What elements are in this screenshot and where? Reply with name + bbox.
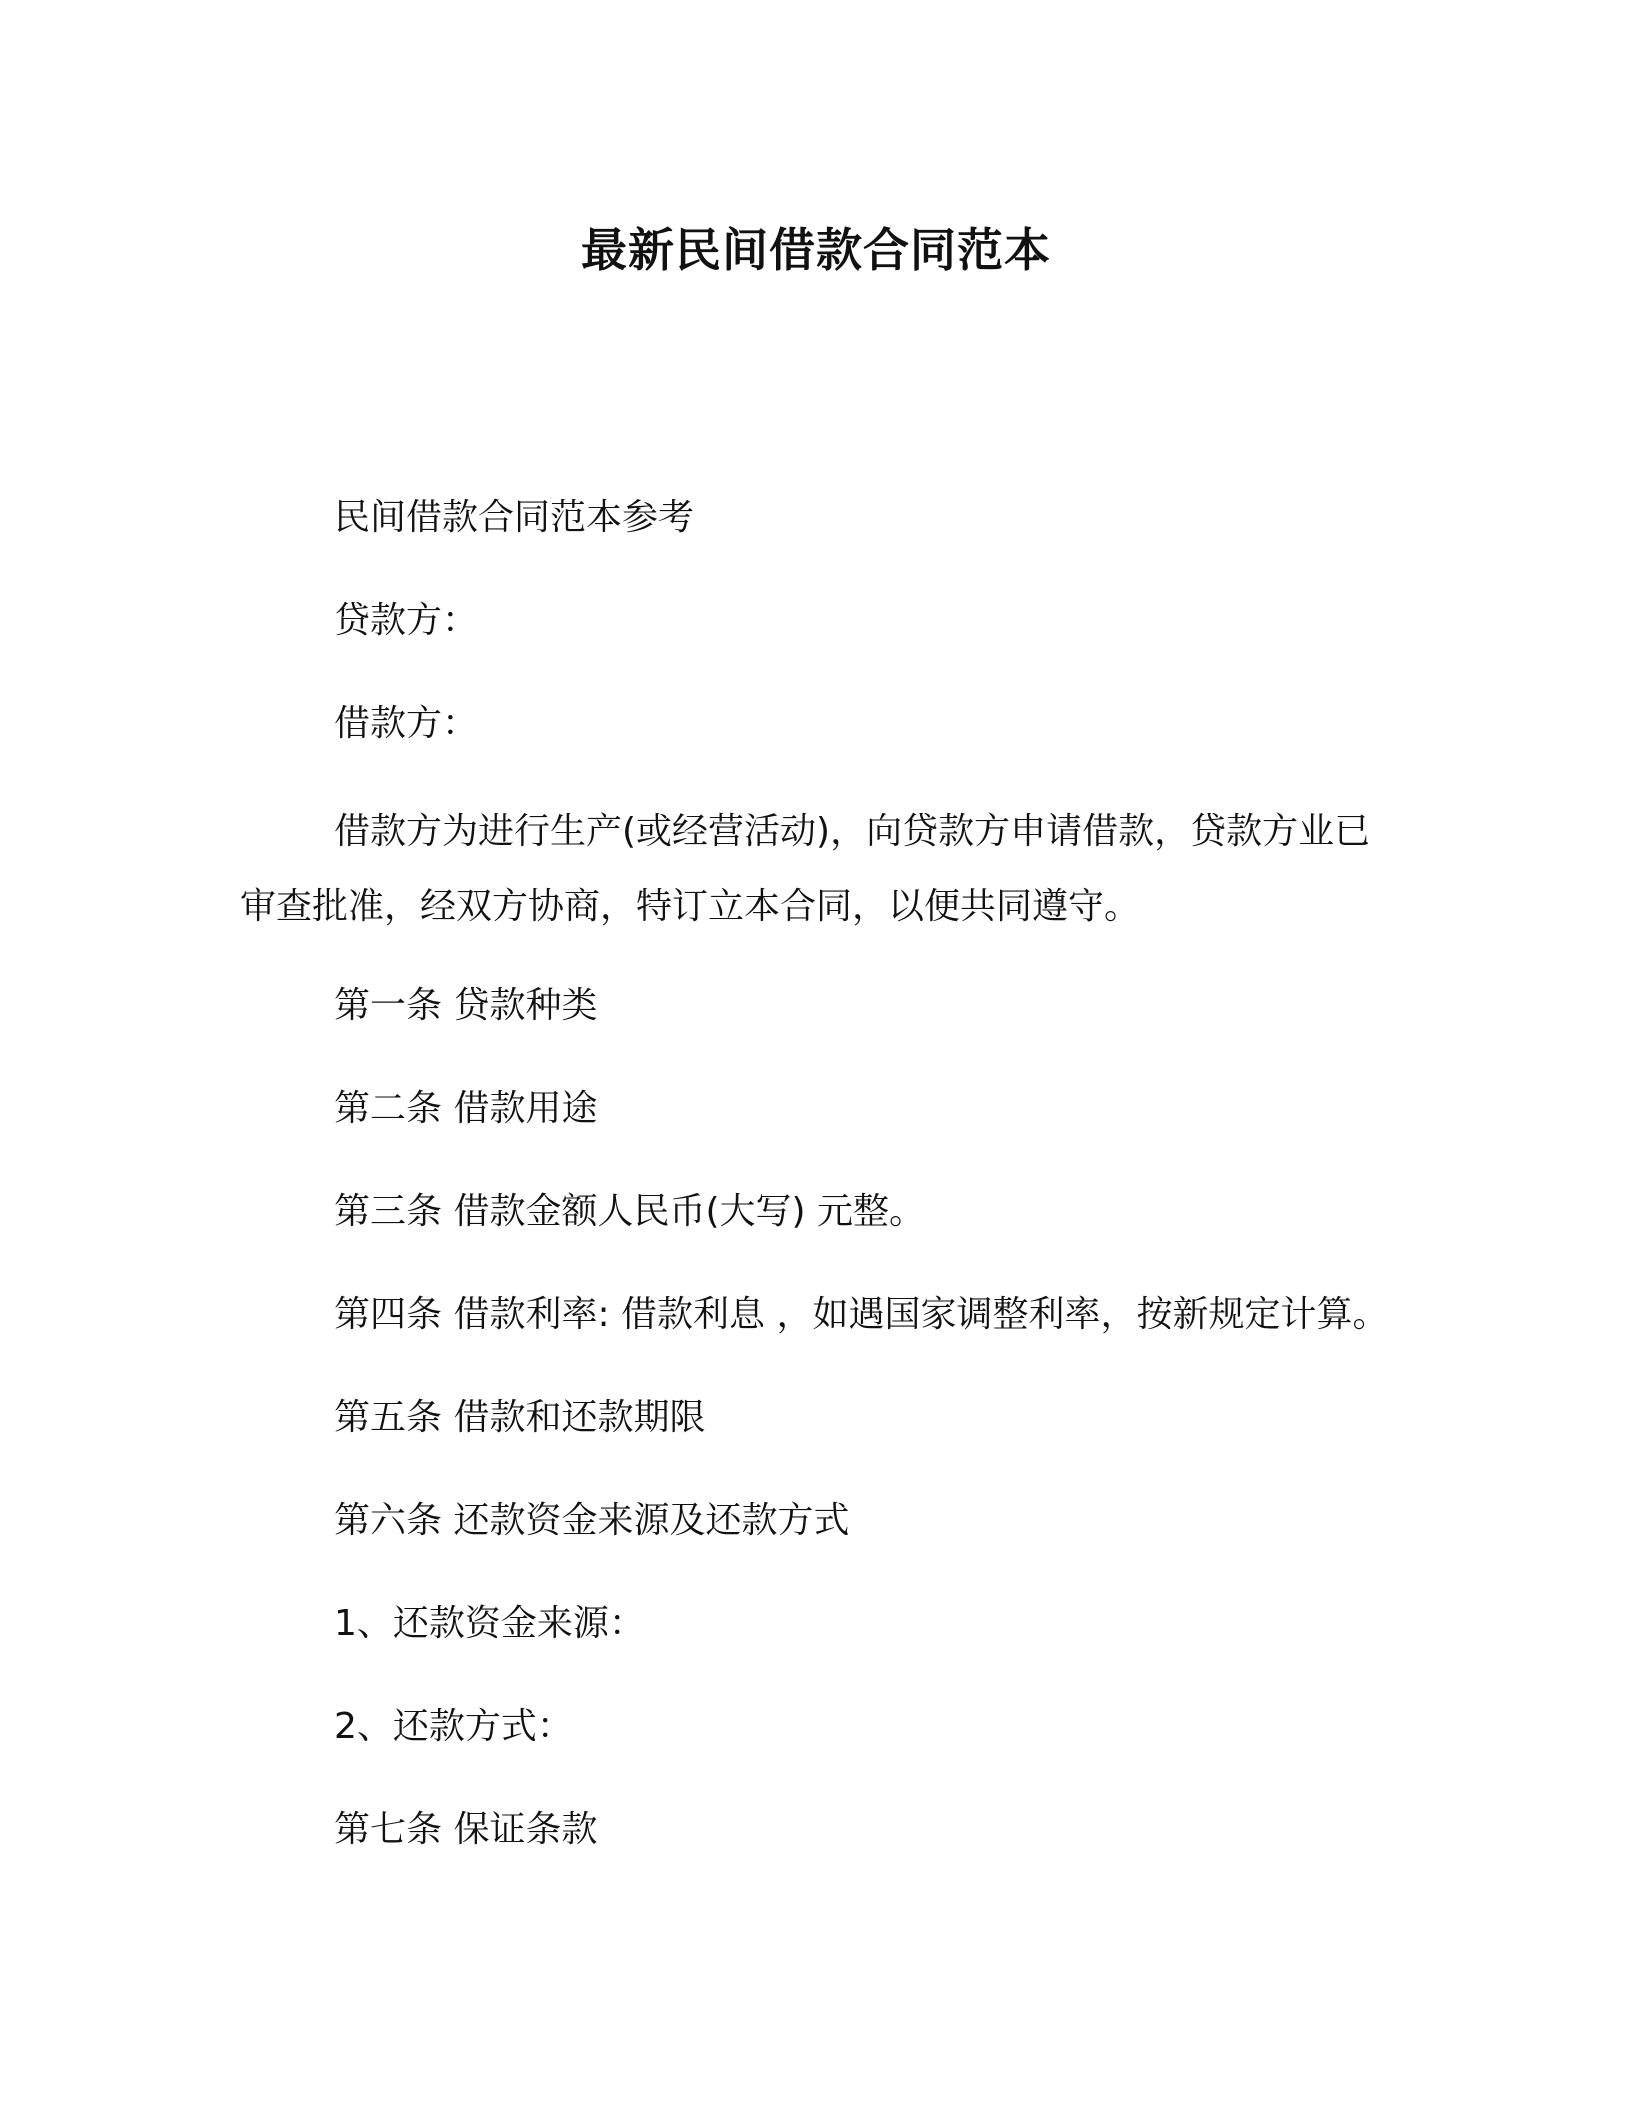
borrower-label: 借款方：: [334, 703, 479, 744]
article-6: 第六条 还款资金来源及还款方式: [334, 1500, 850, 1541]
article-4: 第四条 借款利率: 借款利息 ，如遇国家调整利率，按新规定计算。: [334, 1294, 1389, 1335]
intro-paragraph: 借款方为进行生产(或经营活动)，向贷款方申请借款，贷款方业已审查批准，经双方协商，特订立本合同，以便共同遵守。: [240, 811, 1371, 927]
article-6-item-1: 1、还款资金来源：: [334, 1603, 645, 1644]
document-subtitle: 民间借款合同范本参考: [334, 497, 695, 538]
article-5: 第五条 借款和还款期限: [334, 1397, 706, 1438]
lender-label: 贷款方：: [334, 600, 479, 641]
article-7: 第七条 保证条款: [334, 1809, 598, 1850]
document-title: 最新民间借款合同范本: [581, 223, 1051, 277]
article-1: 第一条 贷款种类: [334, 985, 598, 1026]
article-6-item-2: 2、还款方式：: [334, 1706, 573, 1747]
article-2: 第二条 借款用途: [334, 1088, 598, 1129]
article-3: 第三条 借款金额人民币(大写) 元整。: [334, 1191, 925, 1232]
